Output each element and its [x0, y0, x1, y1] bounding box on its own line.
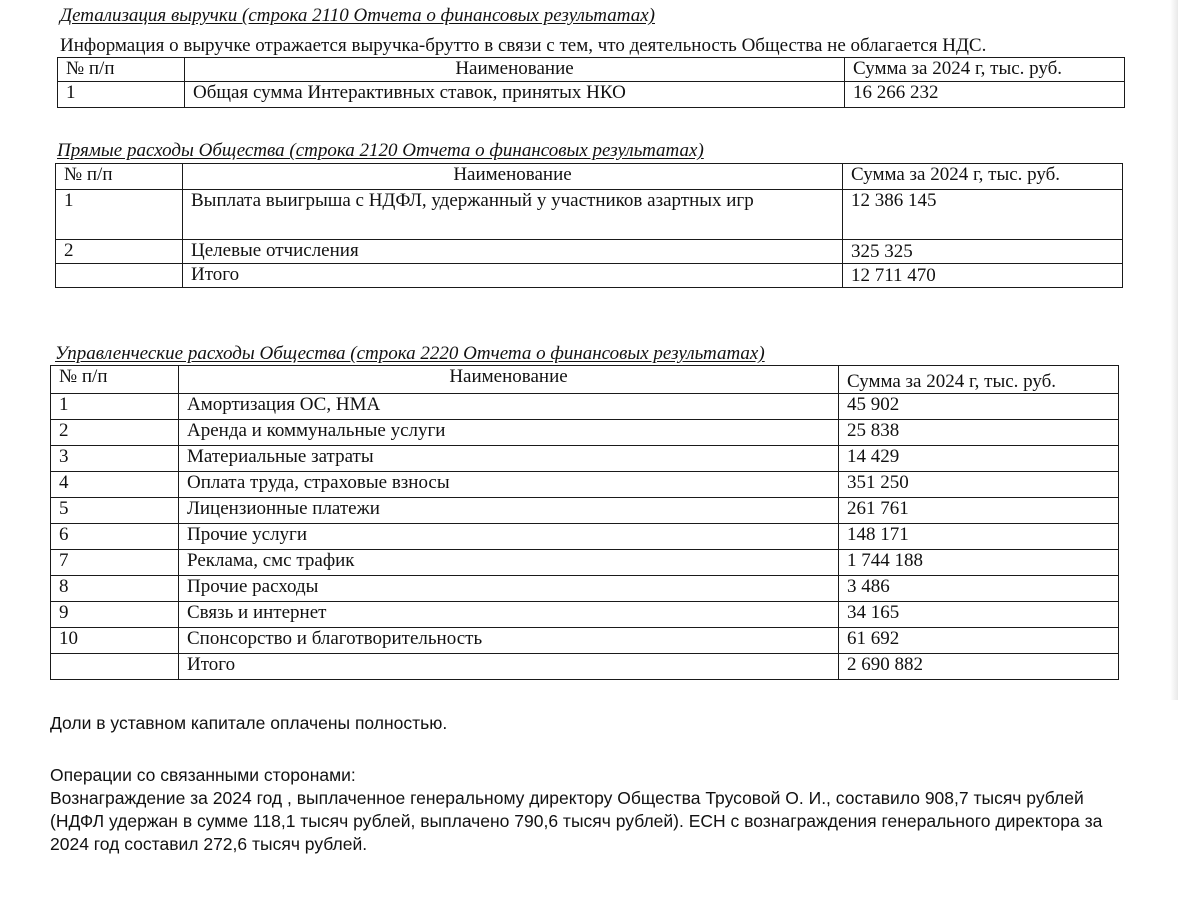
row-sum: 325 325 [843, 240, 1123, 264]
row-sum: 16 266 232 [845, 82, 1125, 108]
row-num: 7 [51, 550, 179, 576]
admin-table-header [51, 366, 1119, 394]
row-sum: 3 486 [839, 576, 1119, 602]
row-sum: 261 761 [839, 498, 1119, 524]
header-num: № п/п [51, 366, 179, 394]
row-sum: 14 429 [839, 446, 1119, 472]
row-name: Прочие расходы [179, 576, 839, 602]
row-name: Прочие услуги [179, 524, 839, 550]
related-parties-heading: Операции со связанными сторонами: [50, 765, 356, 785]
direct-section-title: Прямые расходы Общества (строка 2120 Отчета о финансовых результатах) [57, 140, 704, 161]
scan-edge-shadow [1170, 0, 1178, 700]
row-num: 3 [51, 446, 179, 472]
row-num [51, 654, 179, 680]
row-name: Аренда и коммунальные услуги [179, 420, 839, 446]
revenue-table-header [58, 58, 1125, 82]
row-sum: 148 171 [839, 524, 1119, 550]
row-name: Итого [179, 654, 839, 680]
row-name: Связь и интернет [179, 602, 839, 628]
table-row-total [51, 654, 1119, 680]
revenue-section-title: Детализация выручки (строка 2110 Отчета о финансовых результатах) [60, 5, 655, 26]
row-num: 1 [56, 190, 183, 240]
row-num: 1 [51, 394, 179, 420]
table-row [51, 524, 1119, 550]
capital-statement: Доли в уставном капитале оплачены полностью. [50, 713, 448, 733]
row-name: Целевые отчисления [183, 240, 843, 264]
table-row [51, 628, 1119, 654]
row-num: 8 [51, 576, 179, 602]
row-sum: 34 165 [839, 602, 1119, 628]
table-row [51, 394, 1119, 420]
header-name: Наименование [183, 164, 843, 190]
table-row [51, 446, 1119, 472]
revenue-info-text: Информация о выручке отражается выручка-брутто в связи с тем, что деятельность Общества не облагается НДС. [60, 35, 987, 56]
row-sum: 61 692 [839, 628, 1119, 654]
table-row [56, 190, 1123, 240]
table-row [51, 498, 1119, 524]
row-num: 6 [51, 524, 179, 550]
table-row [51, 602, 1119, 628]
table-row [51, 420, 1119, 446]
row-name: Выплата выигрыша с НДФЛ, удержанный у участников азартных игр [183, 190, 843, 240]
header-name: Наименование [185, 58, 845, 82]
table-row [51, 472, 1119, 498]
table-row [58, 82, 1125, 108]
row-num: 5 [51, 498, 179, 524]
row-num: 10 [51, 628, 179, 654]
row-sum: 45 902 [839, 394, 1119, 420]
header-sum: Сумма за 2024 г, тыс. руб. [843, 164, 1123, 190]
admin-expenses-table [50, 365, 1119, 680]
header-num: № п/п [56, 164, 183, 190]
admin-section-title: Управленческие расходы Общества (строка 2220 Отчета о финансовых результатах) [55, 343, 765, 364]
row-sum: 12 711 470 [843, 264, 1123, 288]
row-num: 2 [56, 240, 183, 264]
row-num: 1 [58, 82, 185, 108]
row-sum: 351 250 [839, 472, 1119, 498]
row-name: Материальные затраты [179, 446, 839, 472]
header-num: № п/п [58, 58, 185, 82]
row-sum: 1 744 188 [839, 550, 1119, 576]
table-row [51, 576, 1119, 602]
row-name: Оплата труда, страховые взносы [179, 472, 839, 498]
direct-table-header [56, 164, 1123, 190]
direct-expenses-table [55, 163, 1123, 288]
row-name: Итого [183, 264, 843, 288]
table-row [56, 240, 1123, 264]
related-parties-text: Вознаграждение за 2024 год , выплаченное генеральному директору Общества Трусовой О. И., составило 908,7 тысяч рублей (НДФЛ удержан в сумме 118,1 тысяч рублей, выплачено 790,6 тысяч рублей). ЕСН с вознаграждения генерального директора за 2024 год составил 272,6 тысяч рублей. [50, 788, 1103, 854]
row-sum: 25 838 [839, 420, 1119, 446]
row-name: Реклама, смс трафик [179, 550, 839, 576]
row-num: 9 [51, 602, 179, 628]
table-row-total [56, 264, 1123, 288]
row-sum: 2 690 882 [839, 654, 1119, 680]
row-name: Спонсорство и благотворительность [179, 628, 839, 654]
row-name: Общая сумма Интерактивных ставок, принятых НКО [185, 82, 845, 108]
table-row [51, 550, 1119, 576]
row-name: Амортизация ОС, НМА [179, 394, 839, 420]
row-sum: 12 386 145 [843, 190, 1123, 240]
row-num [56, 264, 183, 288]
row-num: 4 [51, 472, 179, 498]
header-name: Наименование [179, 366, 839, 394]
header-sum: Сумма за 2024 г, тыс. руб. [839, 366, 1119, 394]
row-num: 2 [51, 420, 179, 446]
revenue-table [57, 57, 1125, 108]
header-sum: Сумма за 2024 г, тыс. руб. [845, 58, 1125, 82]
row-name: Лицензионные платежи [179, 498, 839, 524]
